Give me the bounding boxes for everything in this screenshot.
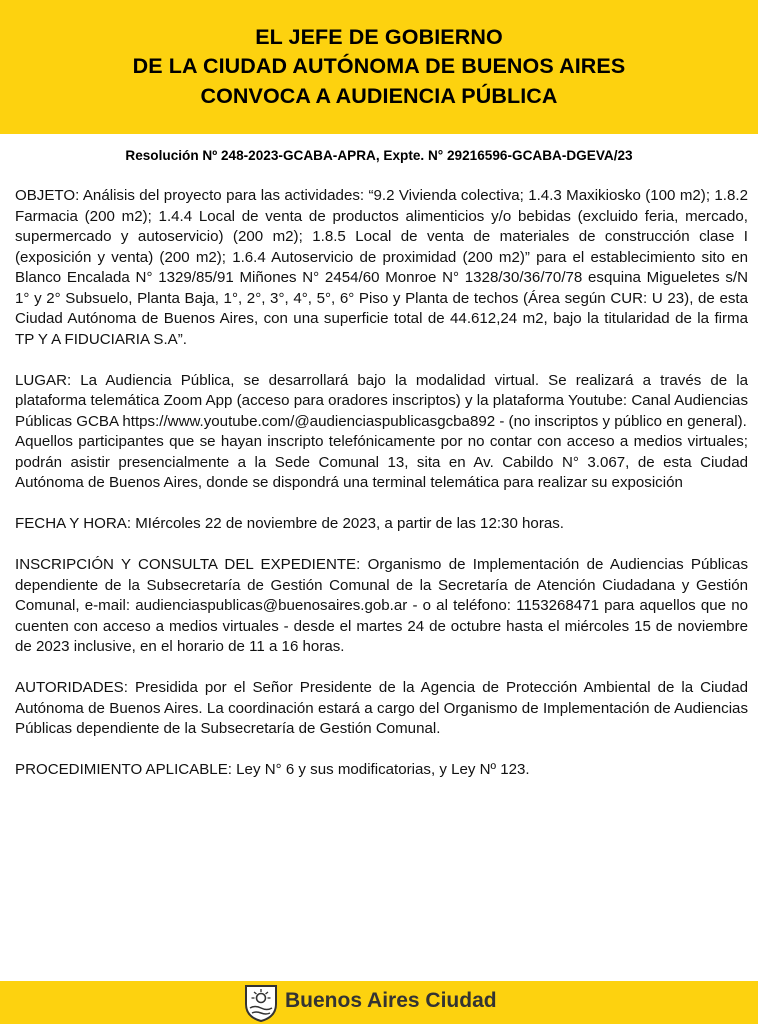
section-inscripcion: INSCRIPCIÓN Y CONSULTA DEL EXPEDIENTE: Organismo de Implementación de Audiencias Públicas dependiente de la Subsecretaría de Gestión Comunal de la Secretaría de Atención Ciudadana y Gestión Comunal, e-mail: audienciaspublicas@buenosaires.gob.ar - o al teléfono: 1153268471 para aquellos que no cuenten con acceso a medios virtuales - desde el martes 24 de octubre hasta el miércoles 15 de noviembre de 2023 inclusive, en el horario de 11 a 16 horas.	[15, 556, 748, 655]
section-lugar-presencial: Aquellos participantes que se hayan inscripto telefónicamente por no contar con acceso a medios virtuales; podrán asistir presencialmente a la Sede Comunal 13, sita en Av. Cabildo N° 3.067, de esta Ciudad Autónoma de Buenos Aires, donde se dispondrá una terminal telemática para realizar su exposición	[15, 433, 748, 491]
resolution-line: Resolución Nº 248-2023-GCABA-APRA, Expte. N° 29216596-GCABA-DGEVA/23	[125, 148, 633, 163]
header-banner	[0, 0, 758, 134]
document-body	[15, 186, 748, 801]
header-line-2: DE LA CIUDAD AUTÓNOMA DE BUENOS AIRES	[132, 54, 626, 79]
section-lugar: LUGAR: La Audiencia Pública, se desarrollará bajo la modalidad virtual. Se realizará a través de la plataforma telemática Zoom App (acceso para oradores inscriptos) y la plataforma Youtube: Canal Audiencias Públicas GCBA https://www.youtube.com/@audienciaspublicasgcba892 - (no inscriptos y público en general).	[15, 371, 748, 430]
buenos-aires-shield-icon	[244, 984, 278, 1027]
header-line-1: EL JEFE DE GOBIERNO	[255, 24, 503, 49]
section-procedimiento: PROCEDIMIENTO APLICABLE: Ley N° 6 y sus modificatorias, y Ley Nº 123.	[15, 761, 530, 778]
section-fecha: FECHA Y HORA: MIércoles 22 de noviembre de 2023, a partir de las 12:30 horas.	[15, 515, 564, 532]
section-objeto: OBJETO: Análisis del proyecto para las actividades: “9.2 Vivienda colectiva; 1.4.3 Maxikiosko (100 m2); 1.8.2 Farmacia (200 m2); 1.4.4 Local de venta de productos alimenticios y/o bebidas (excluido feria, mercado, supermercado y autoservicio) (200 m2); 1.8.5 Local de venta de materiales de construcción clase I (exposición y venta) (200 m2); 1.6.4 Autoservicio de proximidad (200 m2)” para el establecimiento sito en Blanco Encalada N° 1329/85/91 Miñones N° 2454/60 Monroe N° 1328/30/36/70/78 esquina Migueletes s/N 1° y 2° Subsuelo, Planta Baja, 1°, 2°, 3°, 4°, 5°, 6° Piso y Planta de techos (Área según CUR: U 23), de esta Ciudad Autónoma de Buenos Aires, con una superficie total de 44.612,24 m2, bajo la titularidad de la firma TP Y A FIDUCIARIA S.A”.	[15, 187, 748, 348]
section-autoridades: AUTORIDADES: Presidida por el Señor Presidente de la Agencia de Protección Ambiental de la Ciudad Autónoma de Buenos Aires. La coordinación estará a cargo del Organismo de Implementación de Audiencias Públicas dependiente de la Subsecretaría de Gestión Comunal.	[15, 679, 748, 737]
header-line-3: CONVOCA A AUDIENCIA PÚBLICA	[200, 83, 558, 108]
footer-brand-text: Buenos Aires Ciudad	[285, 989, 497, 1012]
